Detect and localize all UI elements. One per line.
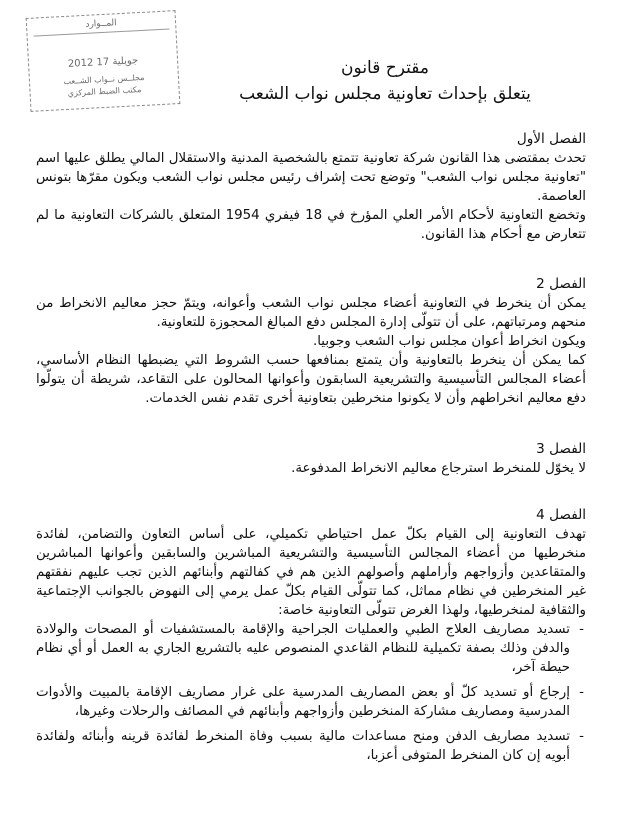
chapter-2 <box>36 275 586 408</box>
chapter-2-heading: الفصل 2 <box>536 276 586 292</box>
list-item: - تسديد مصاريف الدفن ومنح مساعدات مالية بسبب وفاة المنخرط لفائدة قرينه وأبنائه ولفائدة أبويه إن كان المنخرط المتوفى أعزبا، <box>36 727 570 765</box>
stamp-line-4: مكتب الضبط المركزي <box>67 85 142 98</box>
chapter-3-heading: الفصل 3 <box>536 441 586 457</box>
chapter-2-paragraph-2: ويكون انخراط أعوان مجلس نواب الشعب وجوبيا. <box>312 334 586 349</box>
chapter-1-paragraph-2: وتخضع التعاونية لأحكام الأمر العلي المؤرخ في 18 فيفري 1954 المتعلق بالشركات التعاونية ما لم تتعارض مع أحكام هذا القانون. <box>36 208 586 242</box>
chapter-4-list <box>36 620 586 765</box>
stamp-line-1: المــوارد <box>33 15 170 36</box>
list-item: - تسديد مصاريف العلاج الطبي والعمليات الجراحية والإقامة بالمستشفيات أو المصحات والولادة والدفن وذلك بصفة تكميلية للنظام القاعدي المنصوص عليه بالتشريع الجاري به العمل أو أي نظام حيطة آخر، <box>36 620 570 677</box>
chapter-2-paragraph-3: كما يمكن أن ينخرط بالتعاونية وأن يتمتع بمنافعها حسب الشروط التي يضبطها النظام الأساسي، أعضاء المجالس التأسيسية والتشريعية السابقون وأعوانها المحالون على التقاعد، شريطة أن يتولّوا دفع معاليم انخراطهم وأن لا يكونوا منخرطين بتعاونية أخرى تقدم نفس الخدمات. <box>36 353 586 406</box>
document-title: مقترح قانون <box>341 58 429 78</box>
chapter-4-paragraph-1: تهدف التعاونية إلى القيام بكلّ عمل احتياطي تكميلي، على أساس التعاون والتضامن، لفائدة منخرطيها من أعضاء المجالس التأسيسية والتشريعية المباشرين والسابقين وأعوانها المباشرين والمتقاعدين وأزواجهم وأراملهم وأصولهم الذين هم في كفالتهم وأبنائهم الذين تجب عليهم نفقتهم غير المنخرطين في نظام مماثل، كما تتولّى القيام بكلّ عمل يرمي إلى النهوض بالجوانب الإجتماعية والثقافية لمنخرطيها، ولهذا الغرض تتولّى التعاونية خاصة: <box>36 527 586 618</box>
chapter-2-paragraph-1: يمكن أن ينخرط في التعاونية أعضاء مجلس نواب الشعب وأعوانه، ويتمّ حجز معاليم الانخراط من منحهم ومرتباتهم، على أن تتولّى إدارة المجلس دفع المبالغ المحجوزة للتعاونية. <box>36 296 586 330</box>
document-subtitle: يتعلق بإحداث تعاونية مجلس نواب الشعب <box>239 84 531 104</box>
chapter-3-paragraph-1: لا يخوّل للمنخرط استرجاع معاليم الانخراط المدفوعة. <box>291 461 586 476</box>
stamp-line-3: مجلــس نــواب الشــعب <box>63 72 145 87</box>
stamp-date: 2012 جويلية 17 <box>67 55 139 70</box>
chapter-4-heading: الفصل 4 <box>536 507 586 523</box>
chapter-1-paragraph-1: تحدث بمقتضى هذا القانون شركة تعاونية تتمتع بالشخصية المدنية والاستقلال المالي يطلق عليها اسم "تعاونية مجلس نواب الشعب" وتوضع تحت إشراف رئيس مجلس نواب الشعب ويكون مقرّها بتونس العاصمة. <box>35 151 586 204</box>
chapter-4 <box>36 506 586 771</box>
chapter-1 <box>36 130 586 244</box>
chapter-3 <box>36 440 586 478</box>
chapter-1-heading: الفصل الأول <box>516 131 586 147</box>
list-item: - إرجاع أو تسديد كلّ أو بعض المصاريف المدرسية على غرار مصاريف الإقامة بالمبيت والأدوات المدرسية ومصاريف مشاركة المنخرطين وأزواجهم وأبنائهم في المصائف والرحلات وغيرها، <box>36 683 570 721</box>
